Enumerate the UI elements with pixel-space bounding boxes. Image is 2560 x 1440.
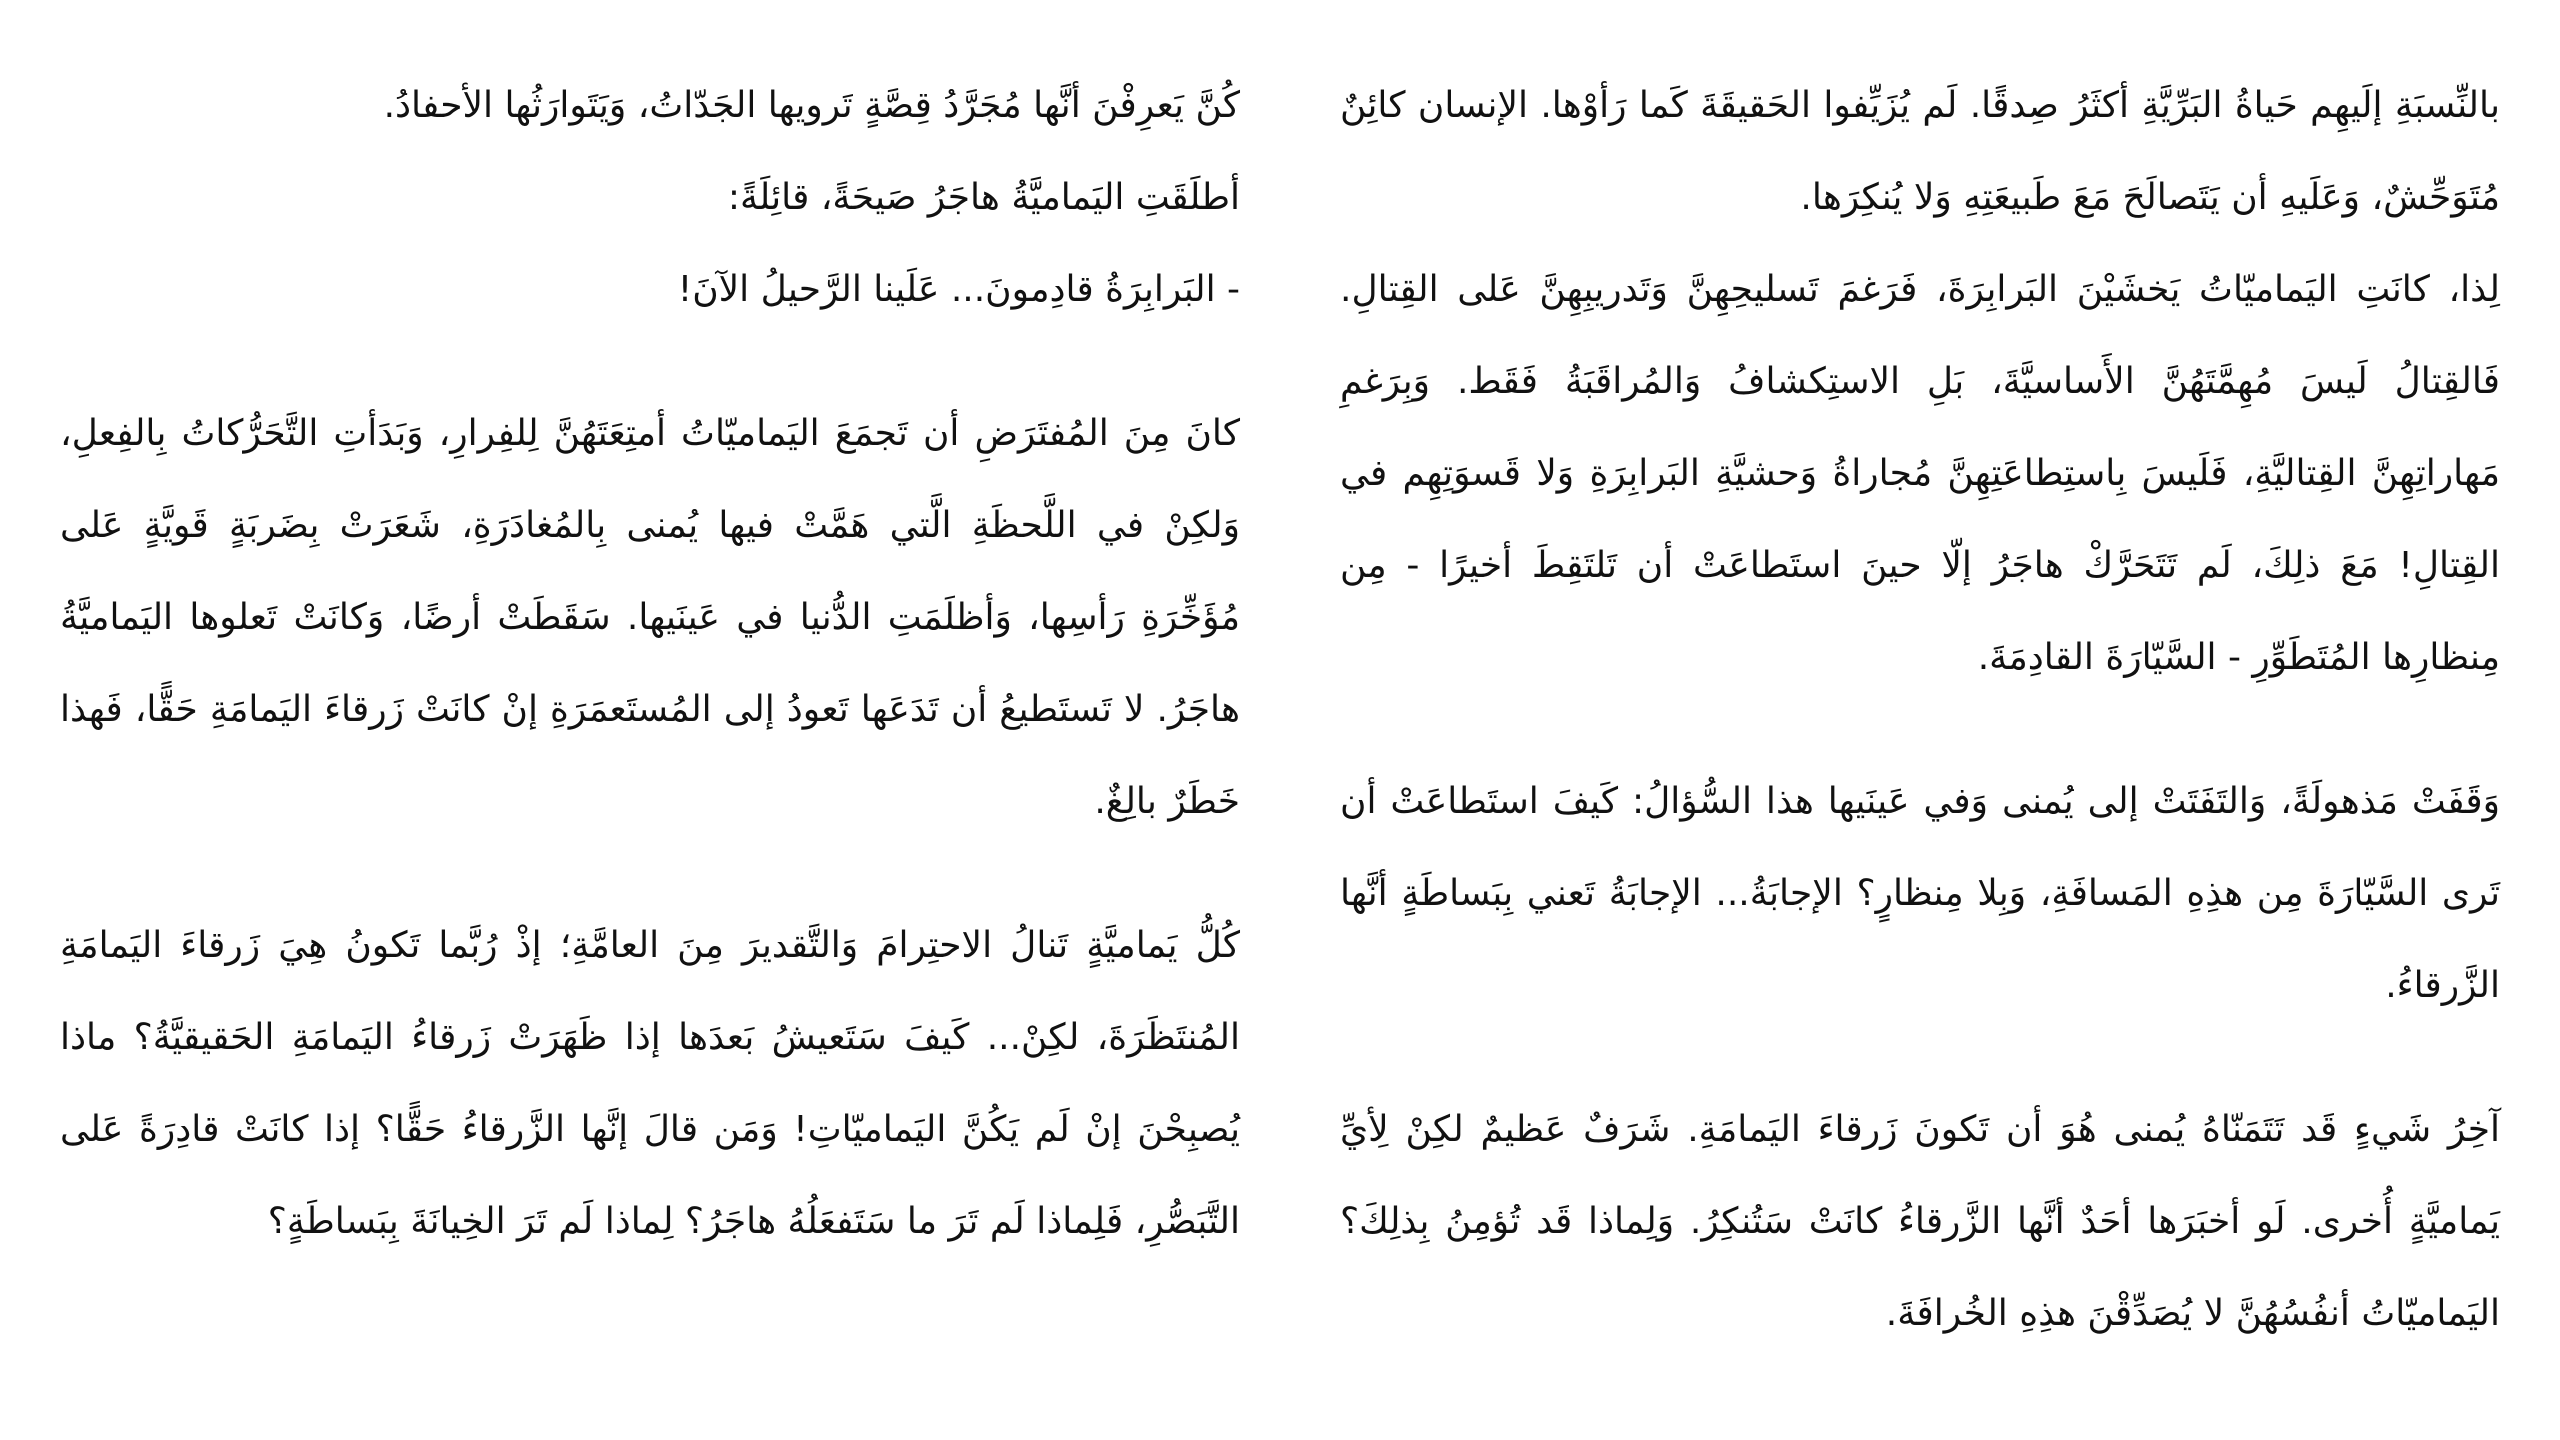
paragraph-fear-of-barbarians: لِذا، كانَتِ اليَماميّاتُ يَخشَيْنَ البَرابِرَةَ، فَرَغمَ تَسليحِهِنَّ وَتَدريبِهِنَّ عَلى القِتالِ. فَالقِتالُ لَيسَ مُهِمَّتَهُنَّ الأَساسيَّةَ، بَلِ الاستِكشافُ وَالمُراقَبَةُ فَقَط. وَبِرَغمِ مَهاراتِهِنَّ القِتاليَّةِ، فَلَيسَ بِاستِطاعَتِهِنَّ مُجاراةُ وَحشيَّةِ البَرابِرَةِ وَلا قَسوَتِهِم في القِتالِ! مَعَ ذلِكَ، لَم تَتَحَرَّكْ هاجَرُ إلّا حينَ استَطاعَتْ أن تَلتَقِطَ أخيرًا - مِن مِنظارِها المُتَطَوِّرِ - السَّيّارَةَ القادِمَةَ. [1340,269,2500,678]
paragraph-the-blow: كانَ مِنَ المُفتَرَضِ أن تَجمَعَ اليَماميّاتُ أمتِعَتَهُنَّ لِلفِرارِ، وَبَدَأتِ التَّحَرُّكاتُ بِالفِعلِ، وَلكِنْ في اللَّحظَةِ الَّتي هَمَّتْ فيها يُمنى بِالمُغادَرَةِ، شَعَرَتْ بِضَربَةٍ قَويَّةٍ عَلى مُؤَخِّرَةِ رَأسِها، وَأظلَمَتِ الدُّنيا في عَينَيها. سَقَطَتْ أرضًا، وَكانَتْ تَعلوها اليَماميَّةُ هاجَرُ. لا تَستَطيعُ أن تَدَعَها تَعودُ إلى المُستَعمَرَةِ إنْ كانَتْ زَرقاءَ اليَمامَةِ حَقًّا، فَهذا خَطَرٌ بالِغٌ. [60,413,1240,822]
paragraph-grandmothers-tale: كُنَّ يَعرِفْنَ أنَّها مُجَرَّدُ قِصَّةٍ تَرويها الجَدّاتُ، وَيَتَوارَثُها الأحفادُ. [383,85,1240,126]
left-text-column [60,60,1240,1268]
paragraph-hajar-shout: أطلَقَتِ اليَماميَّةُ هاجَرُ صَيحَةً، قائِلَةً: [727,177,1240,218]
dialogue-line: - البَرابِرَةُ قادِمونَ... عَلَينا الرَّحيلُ الآنَ! [677,269,1240,310]
right-text-column [1340,60,2500,1360]
paragraph-wilderness: بالنِّسبَةِ إلَيهِم حَياةُ البَرِّيَّةِ أكثَرُ صِدقًا. لَم يُزَيِّفوا الحَقيقَةَ كَما رَأوْها. الإنسان كائِنٌ مُتَوَحِّشٌ، وَعَلَيهِ أن يَتَصالَحَ مَعَ طَبيعَتِهِ وَلا يُنكِرَها. [1340,85,2500,218]
paragraph-respect: كُلُّ يَماميَّةٍ تَنالُ الاحتِرامَ وَالتَّقديرَ مِنَ العامَّةِ؛ إذْ رُبَّما تَكونُ هِيَ زَرقاءَ اليَمامَةِ المُنتَظَرَةَ، لكِنْ... كَيفَ سَتَعيشُ بَعدَها إذا ظَهَرَتْ زَرقاءُ اليَمامَةِ الحَقيقيَّةُ؟ ماذا يُصبِحْنَ إنْ لَم يَكُنَّ اليَماميّاتِ! وَمَن قالَ إنَّها الزَّرقاءُ حَقًّا؟ إذا كانَتْ قادِرَةً عَلى التَّبَصُّرِ، فَلِماذا لَم تَرَ ما سَتَفعَلُهُ هاجَرُ؟ لِماذا لَم تَرَ الخِيانَةَ بِبَساطَةٍ؟ [60,925,1240,1242]
paragraph-last-wish: آخِرُ شَيءٍ قَد تَتَمَنّاهُ يُمنى هُوَ أن تَكونَ زَرقاءَ اليَمامَةِ. شَرَفٌ عَظيمٌ لكِنْ لِأيِّ يَماميَّةٍ أُخرى. لَو أخبَرَها أحَدٌ أنَّها الزَّرقاءُ كانَتْ سَتُنكِرُ. وَلِماذا قَد تُؤمِنُ بِذلِكَ؟ اليَماميّاتُ أنفُسُهُنَّ لا يُصَدِّقْنَ هذِهِ الخُرافَةَ. [1340,1109,2500,1334]
paragraph-the-question: وَقَفَتْ مَذهولَةً، وَالتَفَتَتْ إلى يُمنى وَفي عَينَيها هذا السُّؤالُ: كَيفَ استَطاعَتْ أن تَرى السَّيّارَةَ مِن هذِهِ المَسافَةِ، وَبِلا مِنظارٍ؟ الإجابَةُ... الإجابَةُ تَعني بِبَساطَةٍ أنَّها الزَّرقاءُ. [1340,781,2500,1006]
